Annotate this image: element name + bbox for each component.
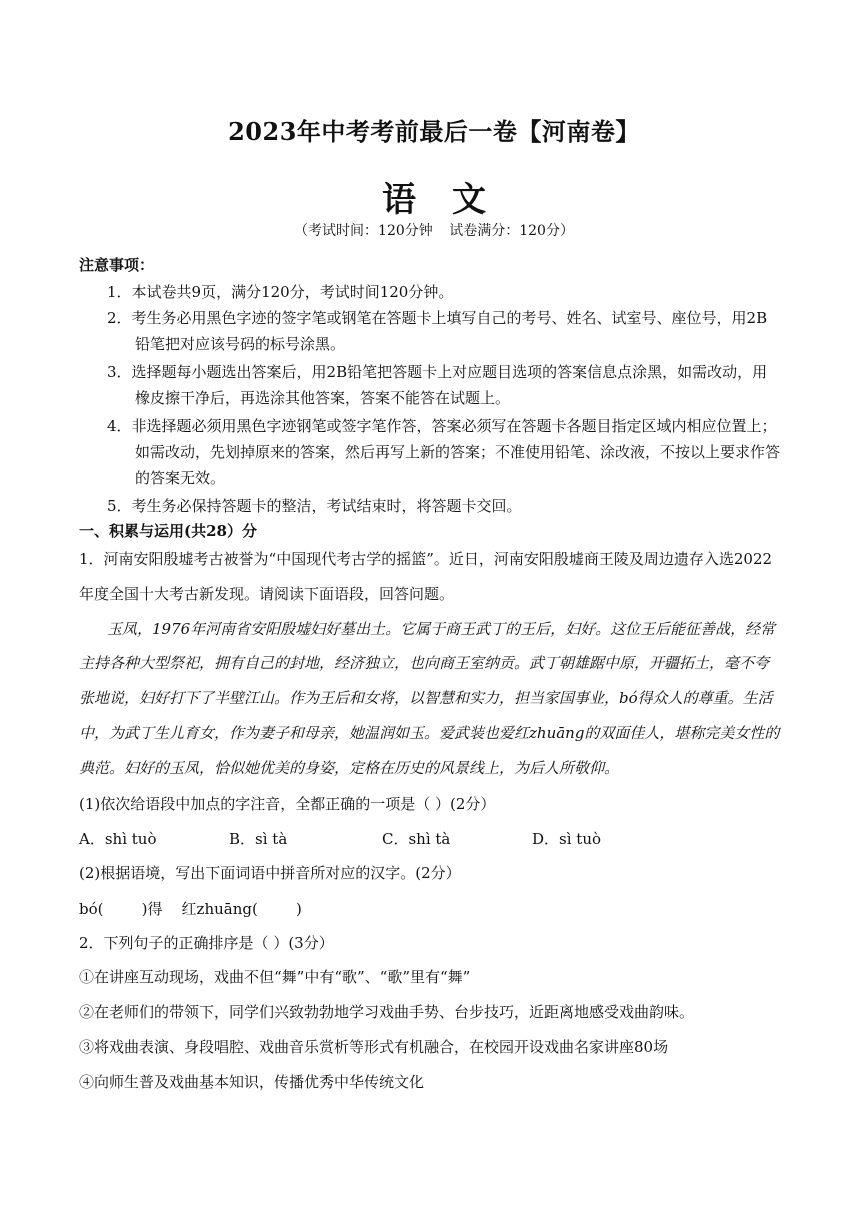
notice-item: 3．选择题每小题选出答案后，用2B铅笔把答题卡上对应题目选项的答案信息点涂黑，如需改动，用	[107, 363, 768, 381]
notice-item: 1．本试卷共9页，满分120分，考试时间120分钟。	[107, 283, 454, 301]
option-d: D．sì tuò	[532, 830, 602, 848]
notice-item: 4．非选择题必须用黑色字迹钢笔或签字笔作答，答案必须写在答题卡各题目指定区域内相应位置上；	[107, 417, 777, 435]
question-1-1: (1)依次给语段中加点的字注音，全都正确的一项是（ ）(2分）	[79, 795, 496, 813]
notice-item: 如需改动，先划掉原来的答案，然后再写上新的答案；不准使用铅笔、涂改液，不按以上要求作答	[135, 443, 781, 461]
subject-title: 语文	[382, 180, 522, 220]
exam-title: 2023年中考考前最后一卷【河南卷】	[228, 117, 640, 146]
notice-item: 橡皮擦干净后，再选涂其他答案，答案不能答在试题上。	[135, 389, 511, 407]
option-a: A．shì tuò	[79, 830, 157, 848]
section-heading: 一、积累与运用(共28）分	[79, 522, 257, 540]
passage-line: 张地说，妇好打下了半壁江山。作为王后和女将，以智慧和实力，担当家国事业，bó得众人的尊重。生活	[79, 689, 773, 707]
sentence-item: ①在讲座互动现场，戏曲不但“舞”中有“歌”、“歌”里有“舞”	[79, 968, 471, 986]
sentence-item: ②在老师们的带领下，同学们兴致勃勃地学习戏曲手势、台步技巧，近距离地感受戏曲韵味。	[79, 1003, 695, 1021]
option-c: C．shì tà	[382, 830, 451, 848]
option-b: B．sì tà	[229, 830, 288, 848]
question-1-2: (2)根据语境，写出下面词语中拼音所对应的汉字。(2分）	[79, 864, 461, 882]
notice-heading: 注意事项：	[79, 256, 155, 274]
passage-line: 玉凤，1976年河南省安阳殷墟妇好墓出土。它属于商王武丁的王后，妇好。这位王后能征善战，经常	[107, 620, 776, 638]
notice-item: 铅笔把对应该号码的标号涂黑。	[135, 335, 346, 353]
sentence-item: ③将戏曲表演、身段唱腔、戏曲音乐赏析等形式有机融合，在校园开设戏曲名家讲座80场	[79, 1038, 669, 1056]
question-1-line: 年度全国十大考古新发现。请阅读下面语段，回答问题。	[79, 585, 455, 603]
sentence-item: ④向师生普及戏曲基本知识，传播优秀中华传统文化	[79, 1073, 425, 1091]
passage-line: 中，为武丁生儿育女，作为妻子和母亲，她温润如玉。爱武装也爱红zhuāng的双面佳人，堪称完美女性的	[79, 724, 780, 742]
exam-time: （考试时间：120分钟	[294, 223, 433, 239]
exam-info	[0, 220, 868, 240]
notice-item: 的答案无效。	[135, 469, 226, 487]
answer-blanks: bó( )得 红zhuāng( )	[79, 900, 302, 918]
question-2: 2．下列句子的正确排序是（ ）(3分）	[79, 934, 334, 952]
notice-item: 5．考生务必保持答题卡的整洁，考试结束时，将答题卡交回。	[107, 497, 522, 515]
passage-line: 主持各种大型祭祀，拥有自己的封地，经济独立，也向商王室纳贡。武丁朝雄踞中原，开疆拓土，毫不夸	[79, 654, 770, 672]
passage-line: 典范。妇好的玉凤，恰似她优美的身姿，定格在历史的风景线上，为后人所敬仰。	[79, 759, 620, 777]
question-1-line: 1．河南安阳殷墟考古被誉为“中国现代考古学的摇篮”。近日，河南安阳殷墟商王陵及周边遗存入选2022	[79, 550, 773, 568]
full-score: 试卷满分：120分）	[449, 223, 574, 239]
notice-item: 2．考生务必用黑色字迹的签字笔或钢笔在答题卡上填写自己的考号、姓名、试室号、座位号，用2B	[107, 309, 768, 327]
